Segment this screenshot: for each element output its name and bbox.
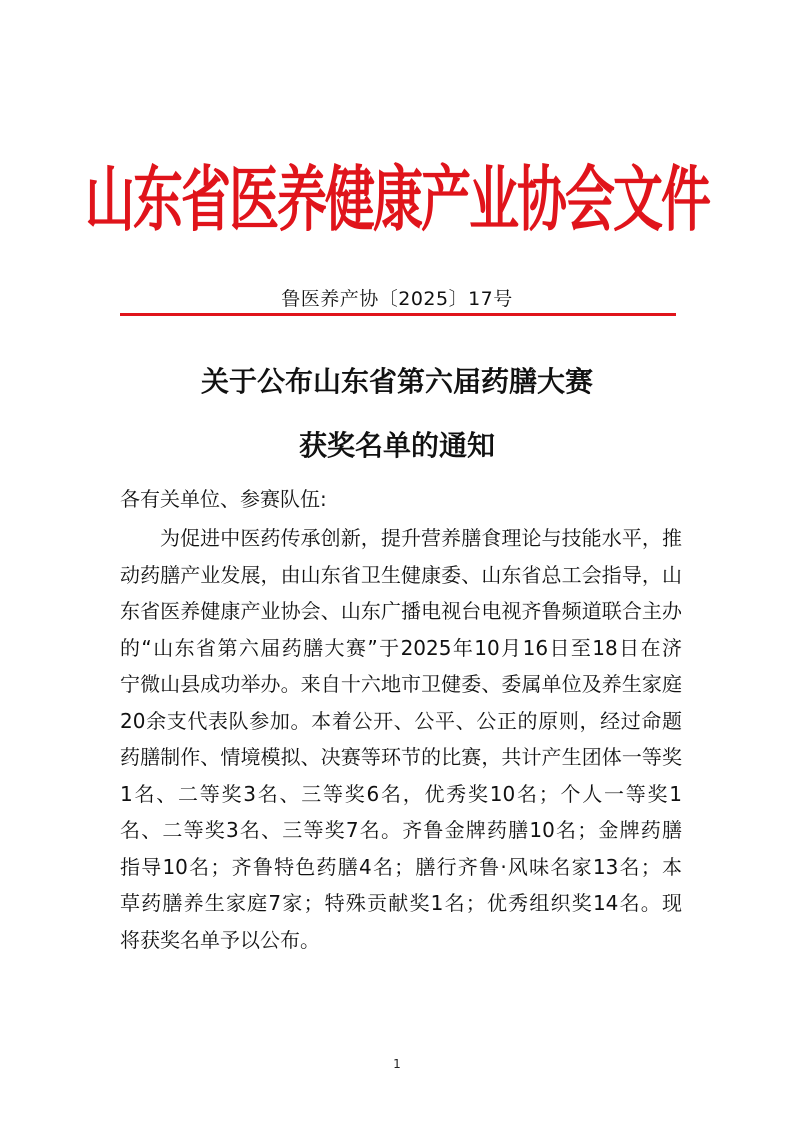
body-line: 宁微山县成功举办。来自十六地市卫健委、委属单位及养生家庭: [120, 672, 682, 696]
red-divider-line: [120, 313, 676, 316]
document-number: 鲁医养产协〔2025〕17号: [281, 288, 513, 310]
body-line: 药膳制作、情境模拟、决赛等环节的比赛，共计产生团体一等奖: [120, 745, 682, 769]
body-paragraph: [120, 520, 682, 958]
body-line: 指导10名；齐鲁特色药膳4名；膳行齐鲁·风味名家13名；本: [120, 854, 682, 879]
body-line: 动药膳产业发展，由山东省卫生健康委、山东省总工会指导，山: [120, 562, 682, 587]
org-banner-text: 山东省医养健康产业协会文件: [85, 157, 709, 242]
notice-title-line-1: 关于公布山东省第六届药膳大赛: [200, 365, 593, 398]
body-line: 名、二等奖3名、三等奖7名。齐鲁金牌药膳10名；金牌药膳: [120, 818, 682, 842]
body-line: 1名、二等奖3名、三等奖6名，优秀奖10名；个人一等奖1: [120, 781, 682, 806]
body-line: 东省医养健康产业协会、山东广播电视台电视齐鲁频道联合主办: [120, 599, 682, 623]
body-line: 20余支代表队参加。本着公开、公平、公正的原则，经过命题: [120, 708, 682, 733]
body-line: 草药膳养生家庭7家；特殊贡献奖1名；优秀组织奖14名。现: [120, 891, 682, 915]
salutation: 各有关单位、参赛队伍:: [120, 487, 327, 511]
notice-title-line-2: 获奖名单的通知: [298, 429, 495, 462]
body-line: 将获奖名单予以公布。: [120, 927, 320, 952]
org-banner-header: [0, 150, 794, 250]
body-line: 的“山东省第六届药膳大赛”于2025年10月16日至18日在济: [120, 635, 682, 660]
page-number: 1: [393, 1057, 401, 1071]
body-line: 为促进中医药传承创新，提升营养膳食理论与技能水平，推: [160, 526, 682, 550]
